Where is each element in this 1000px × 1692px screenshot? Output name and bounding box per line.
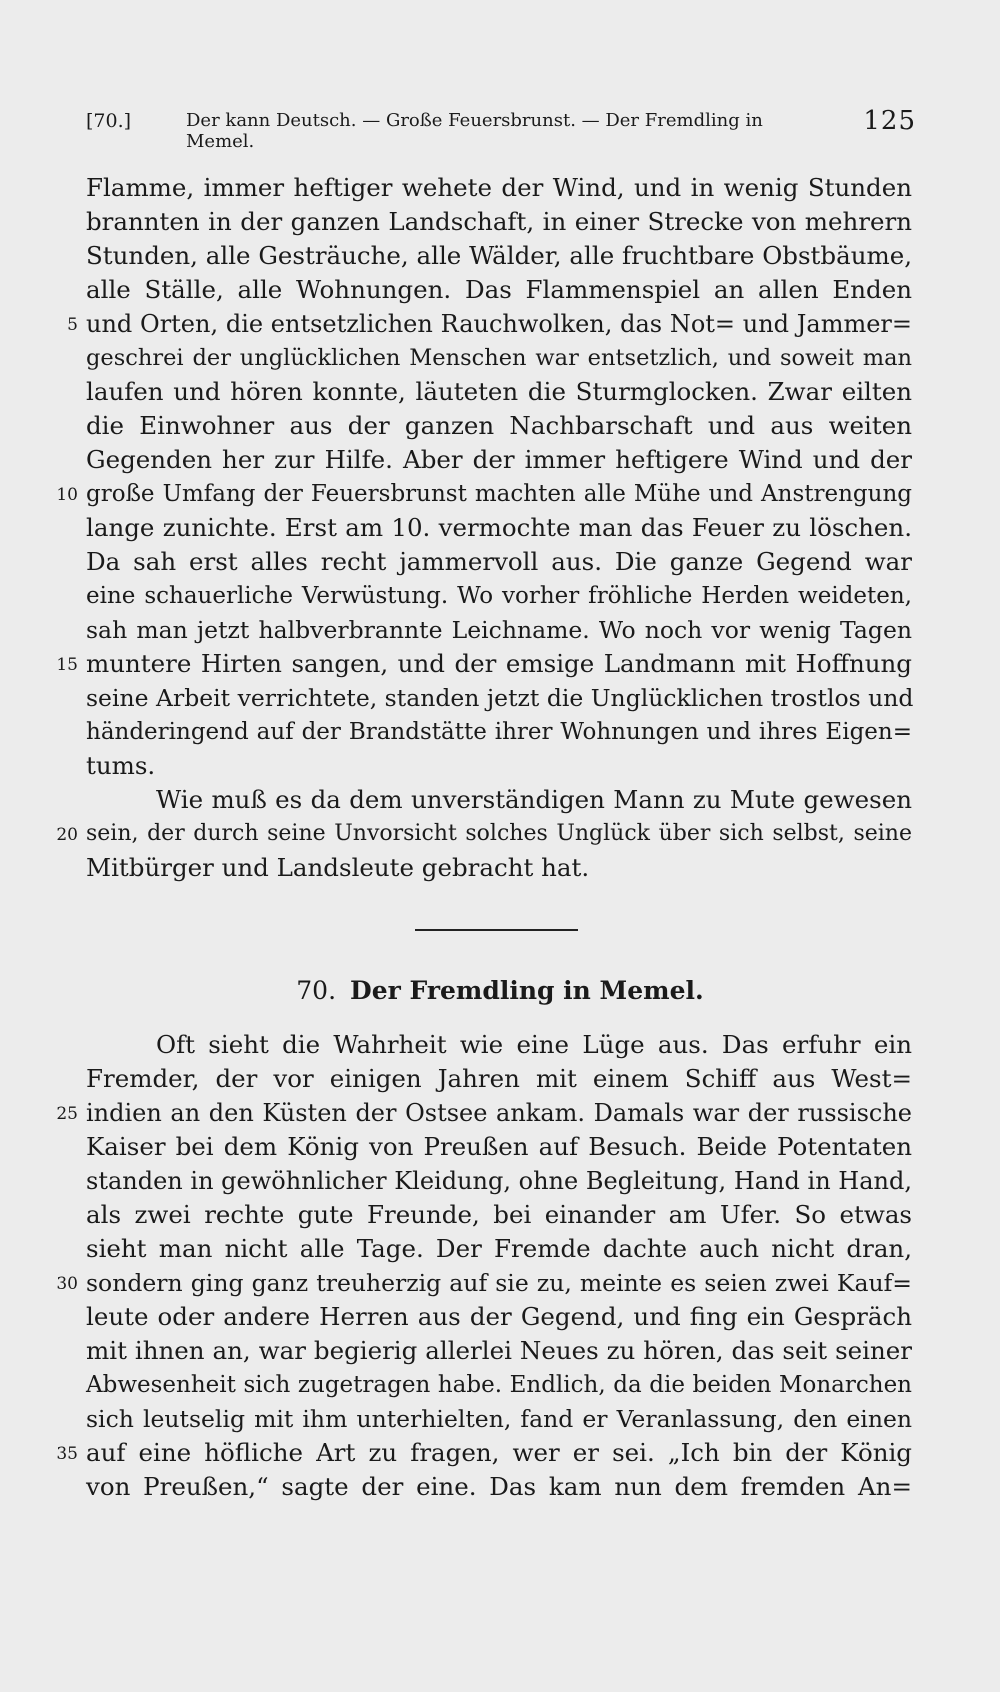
chapter-heading (0, 976, 1000, 1005)
section-number: [70.] (86, 110, 132, 132)
text-line: Wie muß es da dem unverständigen Mann zu Mute gewesen (156, 785, 912, 814)
text-line: Stunden, alle Gesträuche, alle Wälder, alle fruchtbare Obstbäume, (86, 241, 912, 270)
text-line: Da sah erst alles recht jammervoll aus. Die ganze Gegend war (86, 547, 912, 576)
text-line: Mitbürger und Landsleute gebracht hat. (86, 853, 590, 882)
text-line: sondern ging ganz treuherzig auf sie zu, meinte es seien zwei Kauf= (86, 1269, 912, 1297)
text-line: sieht man nicht alle Tage. Der Fremde dachte auch nicht dran, (86, 1234, 912, 1263)
text-line: händeringend auf der Brandstätte ihrer Wohnungen und ihres Eigen= (86, 719, 912, 745)
line-number: 25 (56, 1104, 78, 1124)
section-divider (415, 929, 578, 931)
text-line: sich leutselig mit ihm unterhielten, fand er Veranlassung, den einen (86, 1405, 912, 1433)
text-line: indien an den Küsten der Ostsee ankam. Damals war der russische (86, 1099, 912, 1127)
text-line: Gegenden her zur Hilfe. Aber der immer heftigere Wind und der (86, 445, 912, 474)
text-line: leute oder andere Herren aus der Gegend, und fing ein Gespräch (86, 1302, 912, 1331)
text-line: tums. (86, 751, 156, 780)
running-title: Der kann Deutsch. — Große Feuersbrunst. — Der Fremdling in Memel. (186, 110, 763, 152)
line-number: 30 (56, 1274, 78, 1294)
text-line: sein, der durch seine Unvorsicht solches Unglück über sich selbst, seine (86, 821, 912, 846)
text-line: eine schauerliche Verwüstung. Wo vorher fröhliche Herden weideten, (86, 583, 912, 609)
text-line: brannten in der ganzen Landschaft, in einer Strecke von mehrern (86, 207, 912, 236)
text-line: alle Ställe, alle Wohnungen. Das Flammenspiel an allen Enden (86, 275, 912, 304)
text-line: als zwei rechte gute Freunde, bei einander am Ufer. So etwas (86, 1200, 912, 1229)
line-number: 5 (67, 315, 78, 335)
text-line: geschrei der unglücklichen Menschen war entsetzlich, und soweit man (86, 345, 912, 371)
text-line: auf eine höfliche Art zu fragen, wer er sei. „Ich bin der König (86, 1438, 912, 1467)
chapter-title: Der Fremdling in Memel. (350, 976, 704, 1005)
running-header (86, 106, 916, 152)
page-number: 125 (863, 106, 916, 136)
text-line: Oft sieht die Wahrheit wie eine Lüge aus. Das erfuhr ein (156, 1030, 912, 1059)
text-line: Kaiser bei dem König von Preußen auf Besuch. Beide Potentaten (86, 1132, 912, 1161)
text-line: Fremder, der vor einigen Jahren mit einem Schiff aus West= (86, 1064, 912, 1093)
text-line: Abwesenheit sich zugetragen habe. Endlich, da die beiden Monarchen (86, 1372, 912, 1398)
text-line: die Einwohner aus der ganzen Nachbarschaft und aus weiten (86, 411, 912, 440)
line-number: 10 (56, 485, 78, 505)
text-line: von Preußen,“ sagte der eine. Das kam nun dem fremden An= (86, 1472, 912, 1501)
text-line: mit ihnen an, war begierig allerlei Neues zu hören, das seit seiner (86, 1336, 912, 1365)
text-line: große Umfang der Feuersbrunst machten alle Mühe und Anstrengung (86, 481, 912, 507)
line-number: 35 (56, 1444, 78, 1464)
text-line: standen in gewöhnlicher Kleidung, ohne Begleitung, Hand in Hand, (86, 1167, 912, 1195)
text-line: sah man jetzt halbverbrannte Leichname. Wo noch vor wenig Tagen (86, 616, 912, 644)
text-line: laufen und hören konnte, läuteten die Sturmglocken. Zwar eilten (86, 377, 912, 406)
text-line: muntere Hirten sangen, und der emsige Landmann mit Hoffnung (86, 649, 912, 678)
text-line: lange zunichte. Erst am 10. vermochte man das Feuer zu löschen. (86, 513, 912, 542)
line-number: 20 (56, 825, 78, 845)
text-line: seine Arbeit verrichtete, standen jetzt die Unglücklichen trostlos und (86, 684, 914, 712)
text-line: Flamme, immer heftiger wehete der Wind, und in wenig Stunden (86, 173, 912, 202)
chapter-number: 70. (296, 976, 337, 1005)
line-number: 15 (56, 655, 78, 675)
text-line: und Orten, die entsetzlichen Rauchwolken, das Not= und Jammer= (86, 310, 912, 338)
